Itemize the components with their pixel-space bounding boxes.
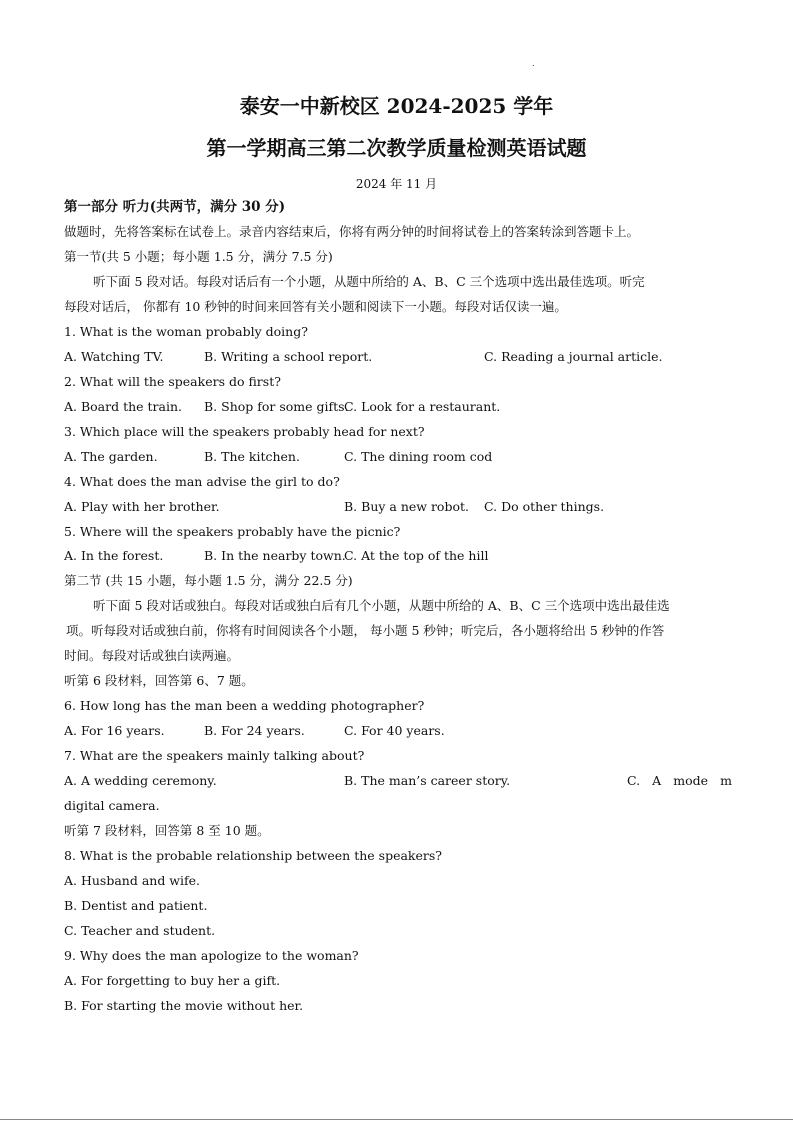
q1-option-a: A. Watching TV.	[64, 349, 164, 364]
section1-heading: 第一节(共 5 小题；每小题 1.5 分，满分 7.5 分)	[64, 249, 333, 264]
question-5: 5. Where will the speakers probably have the picnic?	[64, 524, 401, 539]
q1-option-b: B. Writing a school report.	[204, 349, 373, 364]
q7-option-c	[627, 773, 732, 789]
q6-option-b: B. For 24 years.	[204, 723, 305, 738]
question-3: 3. Which place will the speakers probably head for next?	[64, 424, 425, 439]
material-7-heading: 听第 7 段材料，回答第 8 至 10 题。	[64, 823, 270, 838]
q3-option-b: B. The kitchen.	[204, 449, 300, 464]
question-6: 6. How long has the man been a wedding photographer?	[64, 698, 425, 713]
q8-option-b: B. Dentist and patient.	[64, 898, 208, 913]
exam-title-line2: 第一学期高三第二次教学质量检测英语试题	[206, 136, 587, 160]
q7-option-a: A. A wedding ceremony.	[64, 773, 217, 788]
q5-option-c: C. At the top of the hill	[344, 548, 489, 563]
question-4: 4. What does the man advise the girl to do?	[64, 474, 340, 489]
exam-title-line1: 泰安一中新校区 2024-2025 学年	[239, 94, 554, 118]
exam-date: 2024 年 11 月	[355, 177, 438, 191]
q4-option-c: C. Do other things.	[484, 499, 605, 514]
q7-option-c-part1: C.	[627, 773, 641, 788]
part1-instruction: 做题时，先将答案标在试卷上。录音内容结束后，你将有两分钟的时间将试卷上的答案转涂到答题卡上。	[64, 224, 640, 239]
question-1: 1. What is the woman probably doing?	[64, 324, 308, 339]
material-6-heading: 听第 6 段材料，回答第 6、7 题。	[64, 673, 254, 688]
q4-option-b: B. Buy a new robot.	[344, 499, 469, 514]
q2-option-b: B. Shop for some gifts.	[204, 399, 349, 414]
section1-direction-line2: 每段对话后， 你都有 10 秒钟的时间来回答有关小题和阅读下一小题。每段对话仅读一遍。	[64, 299, 567, 314]
q2-option-a: A. Board the train.	[64, 399, 183, 414]
header-dot: .	[532, 59, 535, 68]
q4-option-a: A. Play with her brother.	[64, 499, 220, 514]
q7-option-c-part2: A	[652, 773, 662, 788]
q7-option-c-part3: mode	[673, 773, 709, 788]
q5-option-a: A. In the forest.	[64, 548, 164, 563]
q6-option-a: A. For 16 years.	[64, 723, 165, 738]
q2-option-c: C. Look for a restaurant.	[344, 399, 501, 414]
section2-direction-line1: 听下面 5 段对话或独白。每段对话或独白后有几个小题，从题中所给的 A、B、C 三个选项中选出最佳选	[93, 598, 670, 613]
question-8: 8. What is the probable relationship between the speakers?	[64, 848, 442, 863]
section2-direction-line3: 时间。每段对话或独白读两遍。	[64, 648, 240, 663]
q8-option-c: C. Teacher and student.	[64, 923, 216, 938]
question-7: 7. What are the speakers mainly talking about?	[64, 748, 365, 763]
q9-option-b: B. For starting the movie without her.	[64, 998, 304, 1013]
section1-direction-line1: 听下面 5 段对话。每段对话后有一个小题，从题中所给的 A、B、C 三个选项中选出最佳选项。听完	[93, 274, 645, 289]
q8-option-a: A. Husband and wife.	[64, 873, 200, 888]
q6-option-c: C. For 40 years.	[344, 723, 445, 738]
page-bottom-rule	[0, 1119, 793, 1120]
section2-direction-line2: 项。听每段对话或独白前，你将有时间阅读各个小题， 每小题 5 秒钟；听完后，各小题将给出 5 秒钟的作答	[66, 623, 665, 638]
q7-option-b: B. The man’s career story.	[344, 773, 511, 788]
q5-option-b: B. In the nearby town.	[204, 548, 346, 563]
part1-heading: 第一部分 听力(共两节，满分 30 分)	[64, 199, 286, 215]
q1-option-c: C. Reading a journal article.	[484, 349, 663, 364]
q3-option-c: C. The dining room cod	[344, 449, 493, 464]
q7-option-c-continued: digital camera.	[64, 798, 160, 813]
question-9: 9. Why does the man apologize to the woman?	[64, 948, 359, 963]
section2-heading: 第二节 (共 15 小题，每小题 1.5 分，满分 22.5 分)	[64, 573, 353, 588]
q3-option-a: A. The garden.	[64, 449, 158, 464]
q9-option-a: A. For forgetting to buy her a gift.	[64, 973, 281, 988]
question-2: 2. What will the speakers do first?	[64, 374, 281, 389]
q7-option-c-part4: m	[720, 773, 732, 788]
